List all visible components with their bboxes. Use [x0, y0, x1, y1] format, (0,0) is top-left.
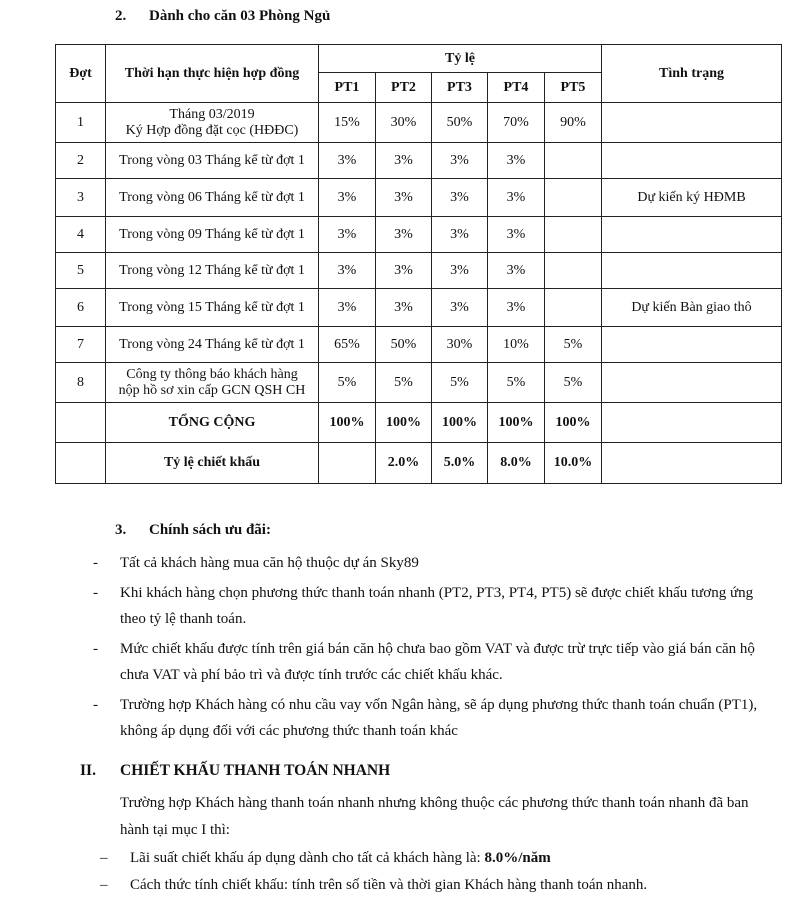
dash-marker: -	[93, 697, 98, 713]
row-term: Trong vòng 09 Tháng kể từ đợt 1	[106, 217, 319, 253]
row-dot: 4	[56, 217, 106, 253]
section-3-number: 3.	[115, 522, 127, 538]
row-pt1: 65%	[319, 327, 376, 363]
list-item	[93, 692, 773, 744]
row-pt5: 90%	[545, 103, 602, 143]
row-term: Trong vòng 03 Tháng kể từ đợt 1	[106, 143, 319, 179]
discount-status	[602, 443, 782, 484]
section-ii-paragraph: Trường hợp Khách hàng thanh toán nhanh nhưng không thuộc các phương thức thanh toán nhanh đã ban hành tại mục I thì:	[120, 795, 749, 838]
row-pt5	[545, 143, 602, 179]
row-pt4: 5%	[488, 363, 545, 403]
row-pt2: 3%	[376, 143, 432, 179]
row-pt4: 3%	[488, 179, 545, 217]
row-pt3: 3%	[432, 289, 488, 327]
total-label: TỔNG CỘNG	[106, 403, 319, 443]
row-pt3: 5%	[432, 363, 488, 403]
list-item	[100, 872, 780, 899]
row-dot: 6	[56, 289, 106, 327]
header-pt1: PT1	[319, 73, 376, 103]
row-pt3: 30%	[432, 327, 488, 363]
row-pt3: 3%	[432, 143, 488, 179]
row-pt2: 50%	[376, 327, 432, 363]
total-pt4: 100%	[488, 403, 545, 443]
row-term: Trong vòng 24 Tháng kể từ đợt 1	[106, 327, 319, 363]
row-status	[602, 363, 782, 403]
row-term: Tháng 03/2019 Ký Hợp đồng đặt cọc (HĐĐC)	[106, 103, 319, 143]
table-row	[56, 179, 782, 217]
row-dot: 8	[56, 363, 106, 403]
table-row	[56, 217, 782, 253]
payment-schedule-table	[55, 44, 782, 484]
row-status	[602, 143, 782, 179]
section-3-heading	[115, 522, 271, 539]
list-item	[93, 636, 773, 688]
list-item-text: Lãi suất chiết khấu áp dụng dành cho tất cả khách hàng là:	[130, 850, 485, 866]
row-status: Dự kiến ký HĐMB	[602, 179, 782, 217]
row-pt2: 3%	[376, 253, 432, 289]
dash-marker: -	[93, 555, 98, 571]
list-item-text: Trường hợp Khách hàng có nhu cầu vay vốn Ngân hàng, sẽ áp dụng phương thức thanh toán chuẩn (PT1), không áp dụng đối với các phương thức thanh toán khác	[120, 697, 758, 739]
interest-rate-value: 8.0%/năm	[484, 850, 551, 866]
discount-label: Tỷ lệ chiết khấu	[106, 443, 319, 484]
header-status: Tình trạng	[602, 45, 782, 103]
row-status	[602, 103, 782, 143]
row-pt1: 3%	[319, 253, 376, 289]
list-item-text: Mức chiết khấu được tính trên giá bán căn hộ chưa bao gồm VAT và được trừ trực tiếp vào giá bán căn hộ chưa VAT và phí bảo trì và được tính trước các chiết khấu khác.	[120, 641, 755, 683]
row-pt3: 50%	[432, 103, 488, 143]
total-status	[602, 403, 782, 443]
list-item-text: Tất cả khách hàng mua căn hộ thuộc dự án Sky89	[120, 555, 419, 571]
section-ii-heading	[80, 762, 390, 780]
section-ii-list	[100, 845, 780, 899]
row-pt2: 3%	[376, 217, 432, 253]
section-ii-title: CHIẾT KHẤU THANH TOÁN NHANH	[120, 762, 391, 779]
row-status	[602, 217, 782, 253]
dash-marker: -	[93, 585, 98, 601]
row-pt4: 3%	[488, 289, 545, 327]
row-pt1: 5%	[319, 363, 376, 403]
row-pt2: 30%	[376, 103, 432, 143]
list-item-text: Cách thức tính chiết khấu: tính trên số tiền và thời gian Khách hàng thanh toán nhanh.	[130, 877, 648, 893]
row-term: Trong vòng 12 Tháng kể từ đợt 1	[106, 253, 319, 289]
discount-dot	[56, 443, 106, 484]
discount-pt4: 8.0%	[488, 443, 545, 484]
row-dot: 7	[56, 327, 106, 363]
dash-marker: -	[93, 641, 98, 657]
row-status	[602, 327, 782, 363]
row-pt5	[545, 253, 602, 289]
header-ratio: Tỷ lệ	[319, 45, 602, 73]
list-item	[100, 845, 780, 872]
header-pt4: PT4	[488, 73, 545, 103]
row-pt5	[545, 289, 602, 327]
header-pt2: PT2	[376, 73, 432, 103]
row-pt4: 3%	[488, 143, 545, 179]
header-pt3: PT3	[432, 73, 488, 103]
row-dot: 3	[56, 179, 106, 217]
row-dot: 1	[56, 103, 106, 143]
row-status: Dự kiến Bàn giao thô	[602, 289, 782, 327]
policy-list	[93, 550, 773, 748]
row-dot: 5	[56, 253, 106, 289]
discount-row	[56, 443, 782, 484]
row-status	[602, 253, 782, 289]
row-pt4: 3%	[488, 253, 545, 289]
total-row	[56, 403, 782, 443]
discount-pt5: 10.0%	[545, 443, 602, 484]
row-pt4: 70%	[488, 103, 545, 143]
list-item-text: Khi khách hàng chọn phương thức thanh toán nhanh (PT2, PT3, PT4, PT5) sẽ được chiết khấu tương ứng theo tỷ lệ thanh toán.	[120, 585, 754, 627]
section-ii-number: II.	[80, 762, 96, 779]
dash-marker: –	[100, 877, 108, 893]
table-row	[56, 253, 782, 289]
table-row	[56, 143, 782, 179]
row-pt5: 5%	[545, 363, 602, 403]
section-3-title: Chính sách ưu đãi:	[149, 522, 271, 538]
row-dot: 2	[56, 143, 106, 179]
row-pt5	[545, 179, 602, 217]
header-pt5: PT5	[545, 73, 602, 103]
row-pt4: 3%	[488, 217, 545, 253]
row-pt5	[545, 217, 602, 253]
row-pt3: 3%	[432, 179, 488, 217]
total-pt1: 100%	[319, 403, 376, 443]
row-term: Trong vòng 06 Tháng kể từ đợt 1	[106, 179, 319, 217]
table-row	[56, 103, 782, 143]
list-item	[93, 550, 773, 576]
table-row	[56, 327, 782, 363]
table-row	[56, 289, 782, 327]
section-2-heading	[115, 8, 330, 25]
discount-pt1	[319, 443, 376, 484]
header-dot: Đợt	[56, 45, 106, 103]
table-row	[56, 363, 782, 403]
row-pt1: 3%	[319, 217, 376, 253]
discount-pt3: 5.0%	[432, 443, 488, 484]
row-pt3: 3%	[432, 253, 488, 289]
section-2-title: Dành cho căn 03 Phòng Ngủ	[149, 8, 331, 24]
row-pt2: 5%	[376, 363, 432, 403]
section-2-number: 2.	[115, 8, 127, 24]
header-term: Thời hạn thực hiện hợp đồng	[106, 45, 319, 103]
row-pt2: 3%	[376, 289, 432, 327]
total-pt2: 100%	[376, 403, 432, 443]
row-pt1: 3%	[319, 179, 376, 217]
row-pt4: 10%	[488, 327, 545, 363]
total-pt5: 100%	[545, 403, 602, 443]
dash-marker: –	[100, 850, 108, 866]
row-pt5: 5%	[545, 327, 602, 363]
total-dot	[56, 403, 106, 443]
row-pt3: 3%	[432, 217, 488, 253]
row-pt1: 3%	[319, 289, 376, 327]
discount-pt2: 2.0%	[376, 443, 432, 484]
row-pt2: 3%	[376, 179, 432, 217]
row-pt1: 15%	[319, 103, 376, 143]
list-item	[93, 580, 773, 632]
total-pt3: 100%	[432, 403, 488, 443]
row-pt1: 3%	[319, 143, 376, 179]
row-term: Công ty thông báo khách hàng nộp hồ sơ xin cấp GCN QSH CH	[106, 363, 319, 403]
row-term: Trong vòng 15 Tháng kể từ đợt 1	[106, 289, 319, 327]
